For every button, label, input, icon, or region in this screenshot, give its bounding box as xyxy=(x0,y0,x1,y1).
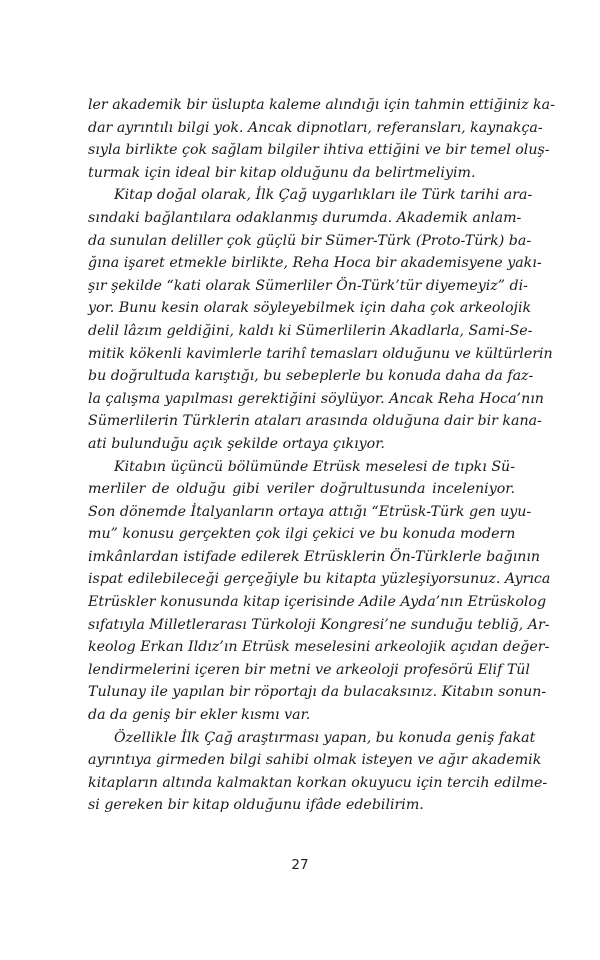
text-line: bu doğrultuda karıştığı, bu sebeplerle bu konuda daha da faz- xyxy=(88,368,534,385)
text-line: Özellikle İlk Çağ araştırması yapan, bu konuda geniş fakat xyxy=(114,729,536,746)
text-line: ğına işaret etmekle birlikte, Reha Hoca bir akademisyene yakı- xyxy=(88,255,542,272)
text-line: da sunulan deliller çok güçlü bir Sümer-Türk (Proto-Türk) ba- xyxy=(88,232,532,249)
text-line: Son dönemde İtalyanların ortaya attığı “Etrüsk-Türk gen uyu- xyxy=(88,503,532,520)
text-line: mitik kökenli kavimlerle tarihî temasları olduğunu ve kültürlerin xyxy=(88,345,553,362)
text-line: kitapların altında kalmaktan korkan okuyucu için tercih edilme- xyxy=(88,774,548,791)
text-line: turmak için ideal bir kitap olduğunu da belirtmeliyim. xyxy=(88,164,476,181)
text-line: şır şekilde “kati olarak Sümerliler Ön-Türk’tür diyemeyiz” di- xyxy=(88,277,528,294)
text-line: Sümerlilerin Türklerin ataları arasında olduğuna dair bir kana- xyxy=(88,413,542,430)
text-line: si gereken bir kitap olduğunu ifâde edebilirim. xyxy=(88,797,424,814)
text-line: mu” konusu gerçekten çok ilgi çekici ve bu konuda modern xyxy=(88,526,516,543)
page-number: 27 xyxy=(291,857,309,873)
paragraph xyxy=(88,456,551,727)
text-line: merliler de olduğu gibi veriler doğrultusunda inceleniyor. xyxy=(88,481,515,498)
text-line: ayrıntıya girmeden bilgi sahibi olmak isteyen ve ağır akademik xyxy=(88,752,542,769)
text-line: Kitabın üçüncü bölümünde Etrüsk meselesi de tıpkı Sü- xyxy=(114,458,515,475)
text-line: Kitap doğal olarak, İlk Çağ uygarlıkları ile Türk tarihi ara- xyxy=(114,187,533,204)
text-line: imkânlardan istifade edilerek Etrüsklerin Ön-Türklerle bağının xyxy=(88,548,541,565)
text-line: Tulunay ile yapılan bir röportajı da bulacaksınız. Kitabın sonun- xyxy=(88,684,547,701)
page-body-text xyxy=(88,94,555,817)
text-line: delil lâzım geldiğini, kaldı ki Sümerlilerin Akadlarla, Sami-Se- xyxy=(88,322,533,339)
paragraph xyxy=(88,184,553,455)
text-line: lendirmelerini içeren bir metni ve arkeoloji profesörü Elif Tül xyxy=(88,661,530,678)
paragraph xyxy=(88,94,555,184)
text-line: ler akademik bir üslupta kaleme alındığı için tahmin ettiğiniz ka- xyxy=(88,97,555,113)
text-line: ati bulunduğu açık şekilde ortaya çıkıyor. xyxy=(88,435,385,452)
text-line: sıfatıyla Milletlerarası Türkoloji Kongresi’ne sunduğu tebliğ, Ar- xyxy=(88,616,550,633)
text-line: Etrüskler konusunda kitap içerisinde Adile Ayda’nın Etrüskolog xyxy=(88,594,547,611)
text-line: keolog Erkan Ildız’ın Etrüsk meselesini arkeolojik açıdan değer- xyxy=(88,639,550,656)
text-line: yor. Bunu kesin olarak söyleyebilmek için daha çok arkeolojik xyxy=(88,300,532,317)
text-line: da da geniş bir ekler kısmı var. xyxy=(88,707,311,724)
text-line: la çalışma yapılması gerektiğini söylüyor. Ancak Reha Hoca’nın xyxy=(88,390,544,407)
text-line: ispat edilebileceği gerçeğiyle bu kitapta yüzleşiyorsunuz. Ayrıca xyxy=(88,571,551,588)
paragraph xyxy=(88,727,548,817)
text-line: dar ayrıntılı bilgi yok. Ancak dipnotları, referansları, kaynakça- xyxy=(88,119,543,136)
text-line: sıyla birlikte çok sağlam bilgiler ihtiva ettiğini ve bir temel oluş- xyxy=(88,142,550,159)
text-line: sındaki bağlantılara odaklanmış durumda. Akademik anlam- xyxy=(88,209,522,226)
